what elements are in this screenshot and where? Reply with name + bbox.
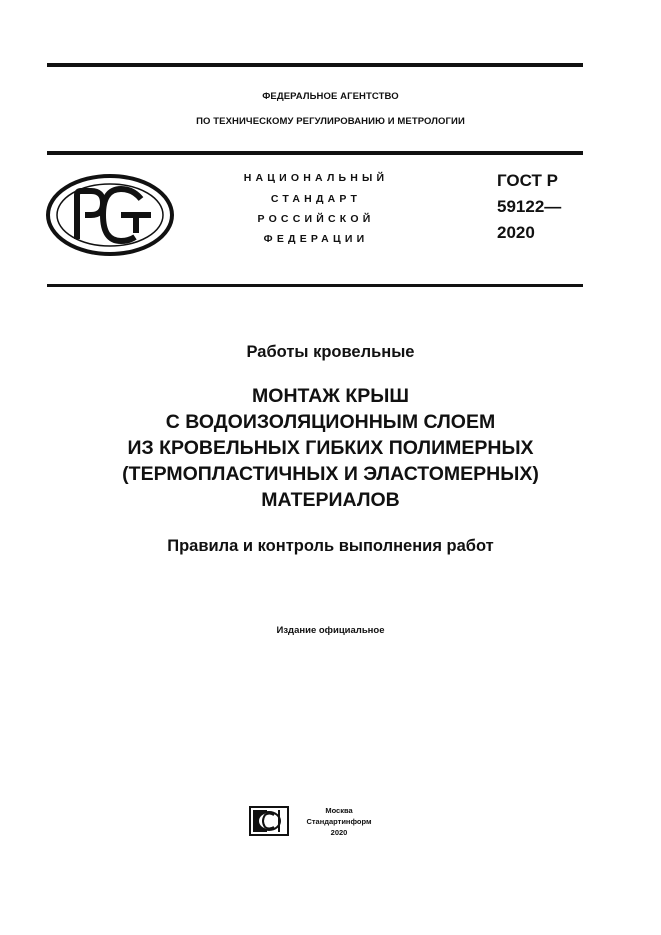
header-rule — [47, 151, 583, 155]
title-line-2: С ВОДОИЗОЛЯЦИОННЫМ СЛОЕМ — [165, 411, 496, 433]
gost-number-line-2: 59122— — [497, 197, 562, 216]
standard-type-line-2: СТАНДАРТ — [270, 193, 362, 205]
publisher-name: Стандартинформ — [306, 817, 372, 826]
standard-type-line-4: ФЕДЕРАЦИИ — [263, 233, 369, 245]
publisher-logo-icon — [249, 806, 289, 836]
gost-logo-icon — [45, 173, 175, 257]
agency-line-1: ФЕДЕРАЛЬНОЕ АГЕНТСТВО — [262, 91, 399, 102]
standard-type-line-3: РОССИЙСКОЙ — [257, 213, 375, 225]
top-rule — [47, 63, 583, 67]
gost-number-line-3: 2020 — [497, 223, 535, 242]
title-line-1: МОНТАЖ КРЫШ — [252, 385, 409, 407]
agency-line-2: ПО ТЕХНИЧЕСКОМУ РЕГУЛИРОВАНИЮ И МЕТРОЛОГИИ — [196, 116, 465, 127]
publisher-year: 2020 — [330, 828, 348, 837]
publisher-block — [292, 805, 386, 838]
publisher-city: Москва — [325, 806, 353, 815]
edition-label: Издание официальное — [276, 625, 385, 636]
gost-number-line-1: ГОСТ Р — [497, 171, 558, 190]
title-line-5: МАТЕРИАЛОВ — [261, 489, 400, 511]
document-subtitle: Правила и контроль выполнения работ — [167, 537, 494, 555]
document-category: Работы кровельные — [246, 343, 415, 361]
title-line-4: (ТЕРМОПЛАСТИЧНЫХ И ЭЛАСТОМЕРНЫХ) — [122, 463, 539, 485]
bottom-header-rule — [47, 284, 583, 287]
standard-type-line-1: НАЦИОНАЛЬНЫЙ — [243, 172, 389, 184]
title-line-3: ИЗ КРОВЕЛЬНЫХ ГИБКИХ ПОЛИМЕРНЫХ — [127, 437, 534, 459]
